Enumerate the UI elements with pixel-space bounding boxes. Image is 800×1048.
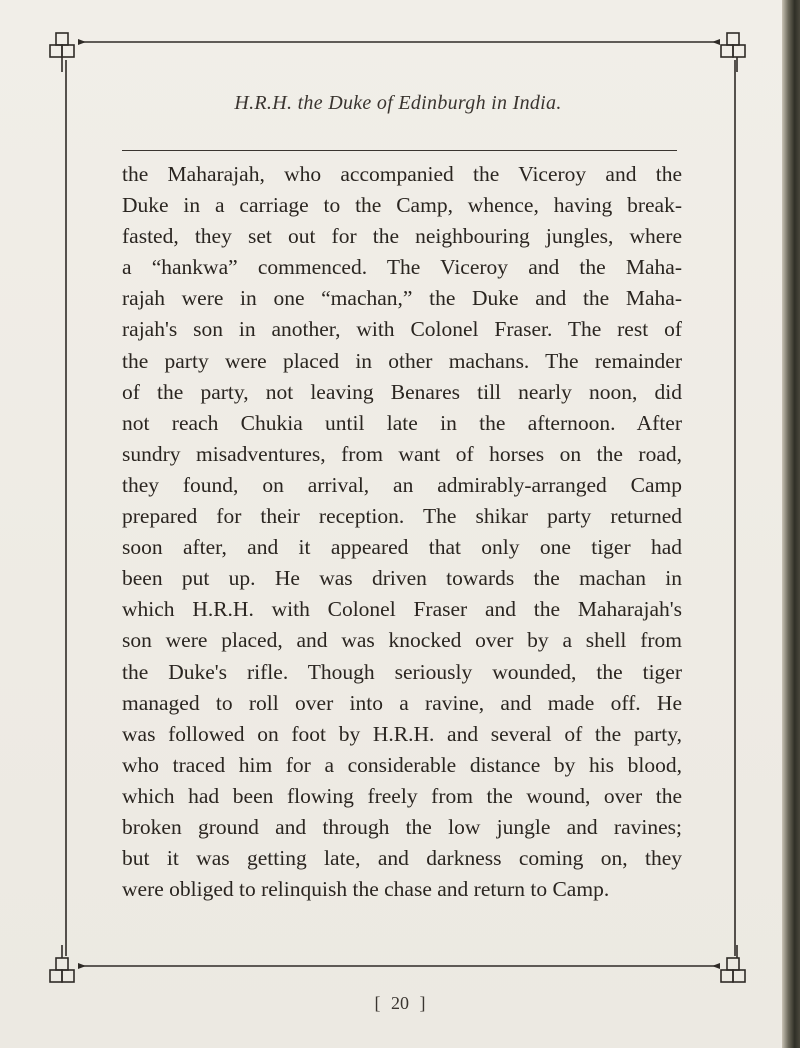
binding-edge	[782, 0, 800, 1048]
text-line: son were placed, and was knocked over by a shell from	[122, 628, 682, 653]
text-line: were obliged to relinquish the chase and return to Camp.	[122, 877, 610, 902]
text-line: prepared for their reception. The shikar party returned	[122, 504, 682, 529]
text-line: the party were placed in other machans. The remainder	[122, 348, 682, 373]
text-line: was followed on foot by H.R.H. and several of the party,	[122, 721, 682, 746]
text-line: managed to roll over into a ravine, and made off. He	[122, 690, 682, 715]
text-line: been put up. He was driven towards the machan in	[122, 566, 682, 591]
text-line: but it was getting late, and darkness coming on, they	[122, 846, 682, 871]
text-line: a “hankwa” commenced. The Viceroy and the Maha-	[122, 255, 682, 280]
text-line: they found, on arrival, an admirably-arranged Camp	[122, 472, 682, 497]
text-line: sundry misadventures, from want of horses on the road,	[122, 441, 682, 466]
text-line: soon after, and it appeared that only one tiger had	[122, 535, 682, 560]
text-line: the Duke's rifle. Though seriously wounded, the tiger	[122, 659, 682, 684]
text-line: fasted, they set out for the neighbouring jungles, where	[122, 224, 682, 249]
text-line: rajah were in one “machan,” the Duke and the Maha-	[122, 286, 682, 311]
text-line: not reach Chukia until late in the afternoon. After	[122, 410, 682, 435]
running-head: H.R.H. the Duke of Edinburgh in India.	[234, 92, 562, 114]
text-line: of the party, not leaving Benares till nearly noon, did	[122, 379, 682, 404]
text-line: rajah's son in another, with Colonel Fraser. The rest of	[122, 317, 682, 342]
body-paragraph	[122, 159, 682, 905]
page-number: [ 20 ]	[374, 993, 426, 1013]
text-line: the Maharajah, who accompanied the Viceroy and the	[122, 162, 682, 186]
header-rule	[122, 150, 677, 151]
text-line: which had been flowing freely from the wound, over the	[122, 783, 682, 808]
text-line: Duke in a carriage to the Camp, whence, having break-	[122, 193, 682, 218]
text-line: broken ground and through the low jungle and ravines;	[122, 814, 682, 839]
text-line: which H.R.H. with Colonel Fraser and the Maharajah's	[122, 597, 682, 622]
text-line: who traced him for a considerable distance by his blood,	[122, 752, 682, 777]
